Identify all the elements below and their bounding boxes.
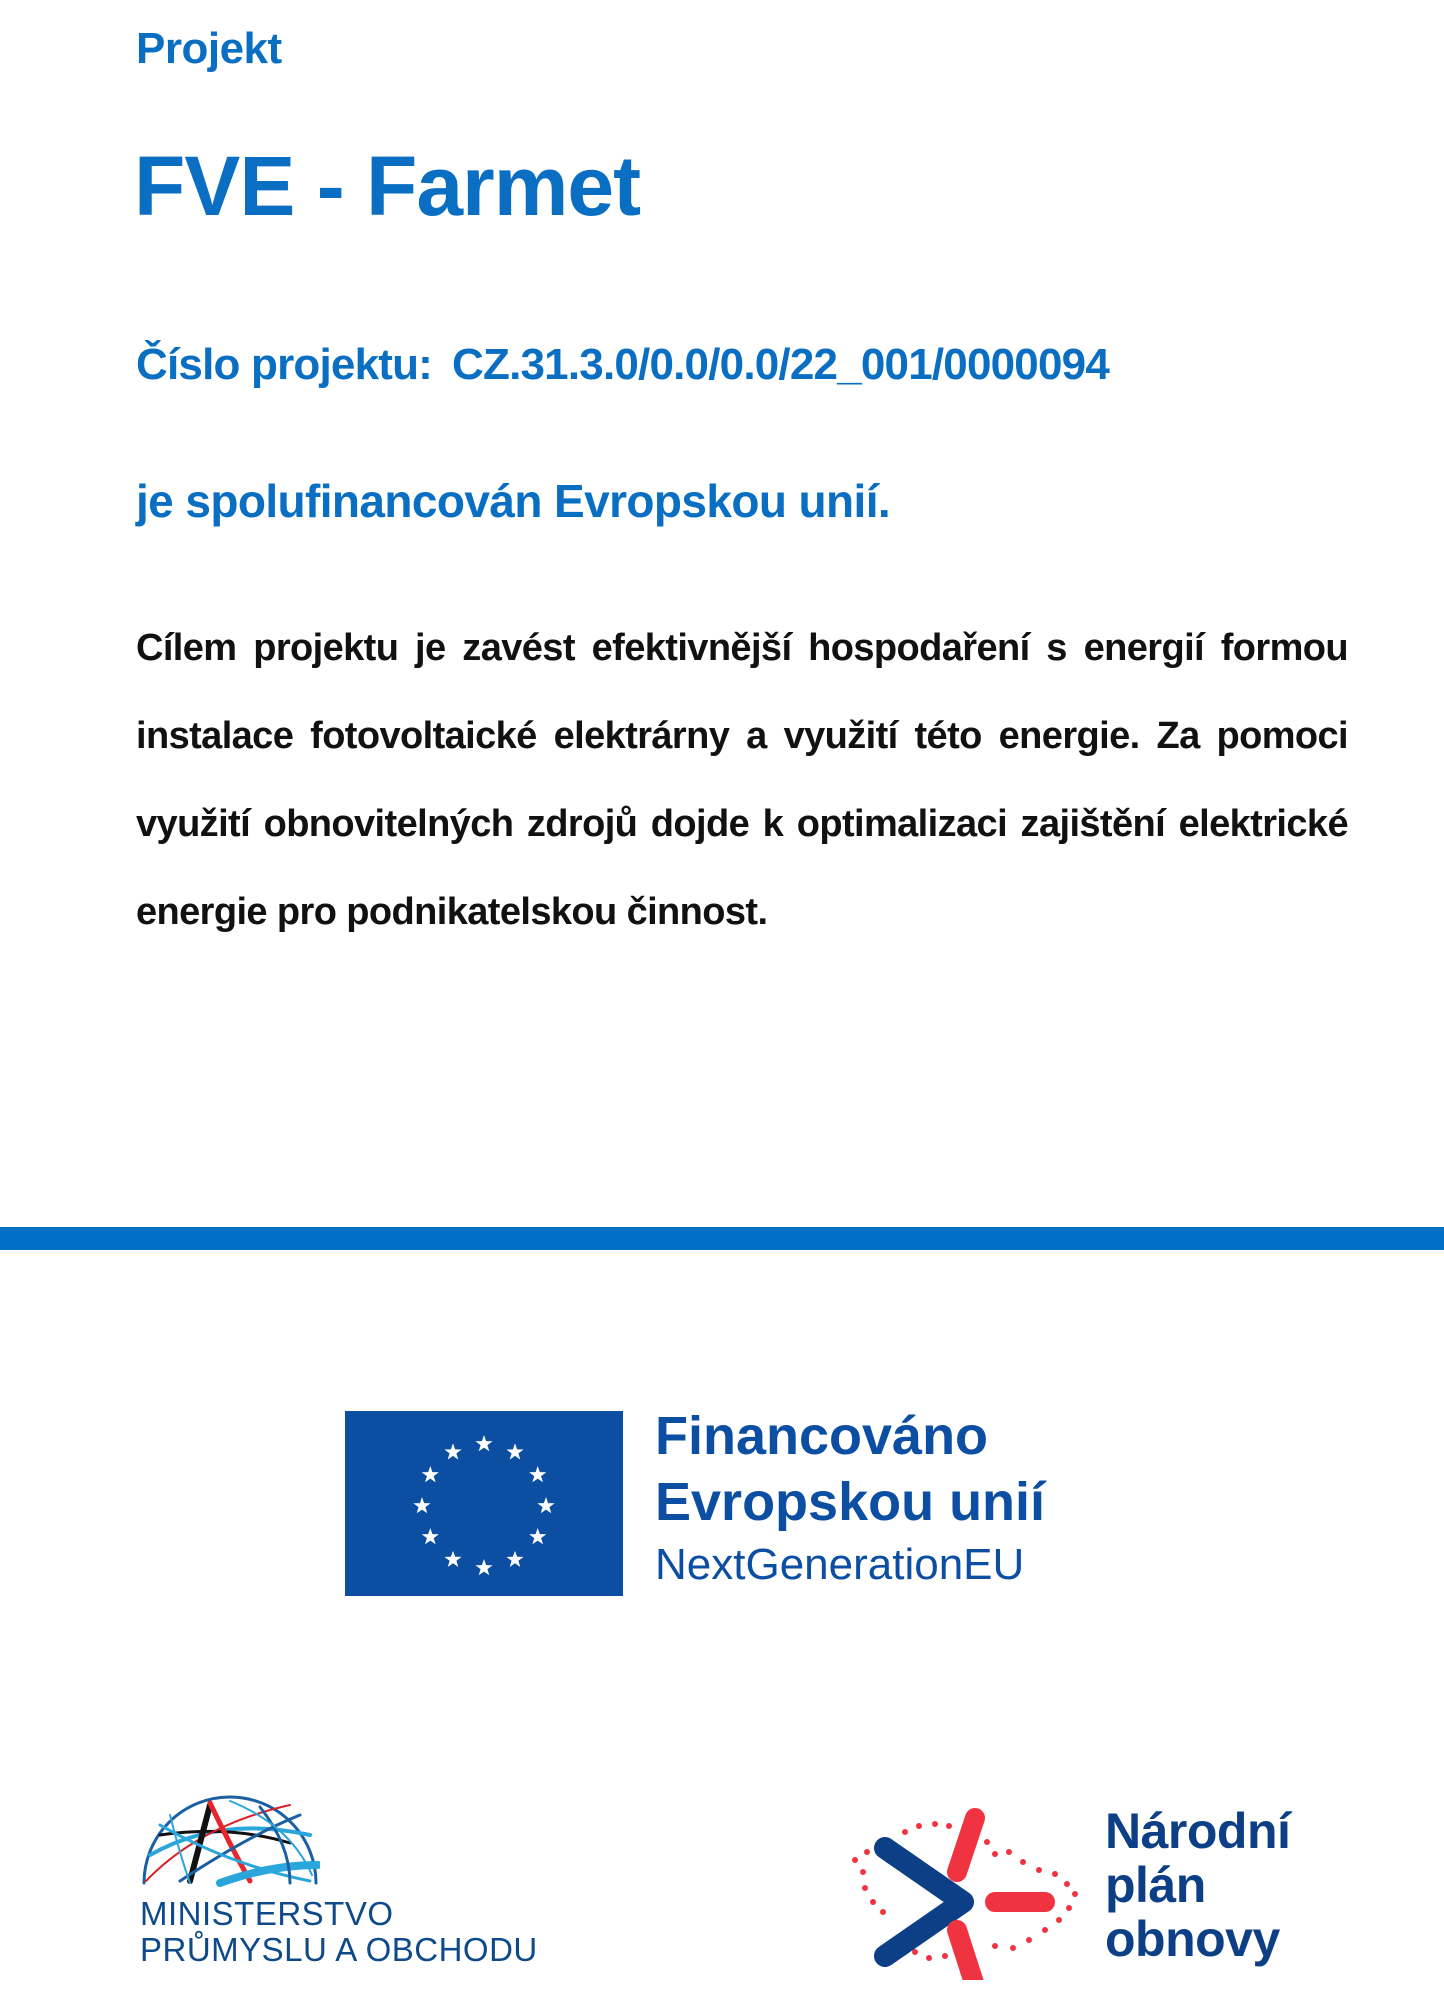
project-number-row bbox=[136, 340, 1109, 390]
eu-stars-icon bbox=[345, 1411, 623, 1596]
national-recovery-plan-logo bbox=[845, 1790, 1290, 1980]
cofinanced-statement: je spolufinancován Evropskou unií. bbox=[136, 475, 891, 527]
eu-line-financed: Financováno bbox=[655, 1406, 989, 1466]
eu-funding-logo bbox=[345, 1406, 1046, 1596]
eu-flag-icon bbox=[345, 1411, 623, 1596]
ministry-logo bbox=[140, 1795, 538, 1968]
npo-line3: obnovy bbox=[1105, 1911, 1280, 1967]
ministry-name bbox=[140, 1896, 538, 1968]
divider-bar bbox=[0, 1227, 1444, 1250]
project-number-value: CZ.31.3.0/0.0/0.0/22_001/0000094 bbox=[452, 340, 1109, 389]
project-label: Projekt bbox=[136, 24, 282, 73]
npo-name bbox=[1105, 1804, 1290, 1966]
project-description: Cílem projektu je zavést efektivnější hospodaření s energií formou instalace fotovoltaické elektrárny a využití této energie. Za pomoci využití obnovitelných zdrojů dojde k optimalizaci zajištění elektrické energie pro podnikatelskou činnost. bbox=[136, 627, 1348, 933]
eu-line-union: Evropskou unií bbox=[655, 1472, 1046, 1532]
project-number-label: Číslo projektu: bbox=[136, 340, 433, 389]
npo-line1: Národní bbox=[1105, 1803, 1291, 1859]
npo-symbol-icon bbox=[845, 1790, 1095, 1980]
project-title: FVE - Farmet bbox=[134, 139, 641, 233]
eu-line-nextgen: NextGenerationEU bbox=[655, 1540, 1025, 1589]
eu-funding-text bbox=[655, 1403, 1045, 1595]
ministry-line1: MINISTERSTVO bbox=[140, 1895, 394, 1932]
npo-line2: plán bbox=[1105, 1857, 1206, 1913]
ministry-line2: PRŮMYSLU A OBCHODU bbox=[140, 1931, 538, 1968]
globe-icon bbox=[140, 1795, 320, 1887]
